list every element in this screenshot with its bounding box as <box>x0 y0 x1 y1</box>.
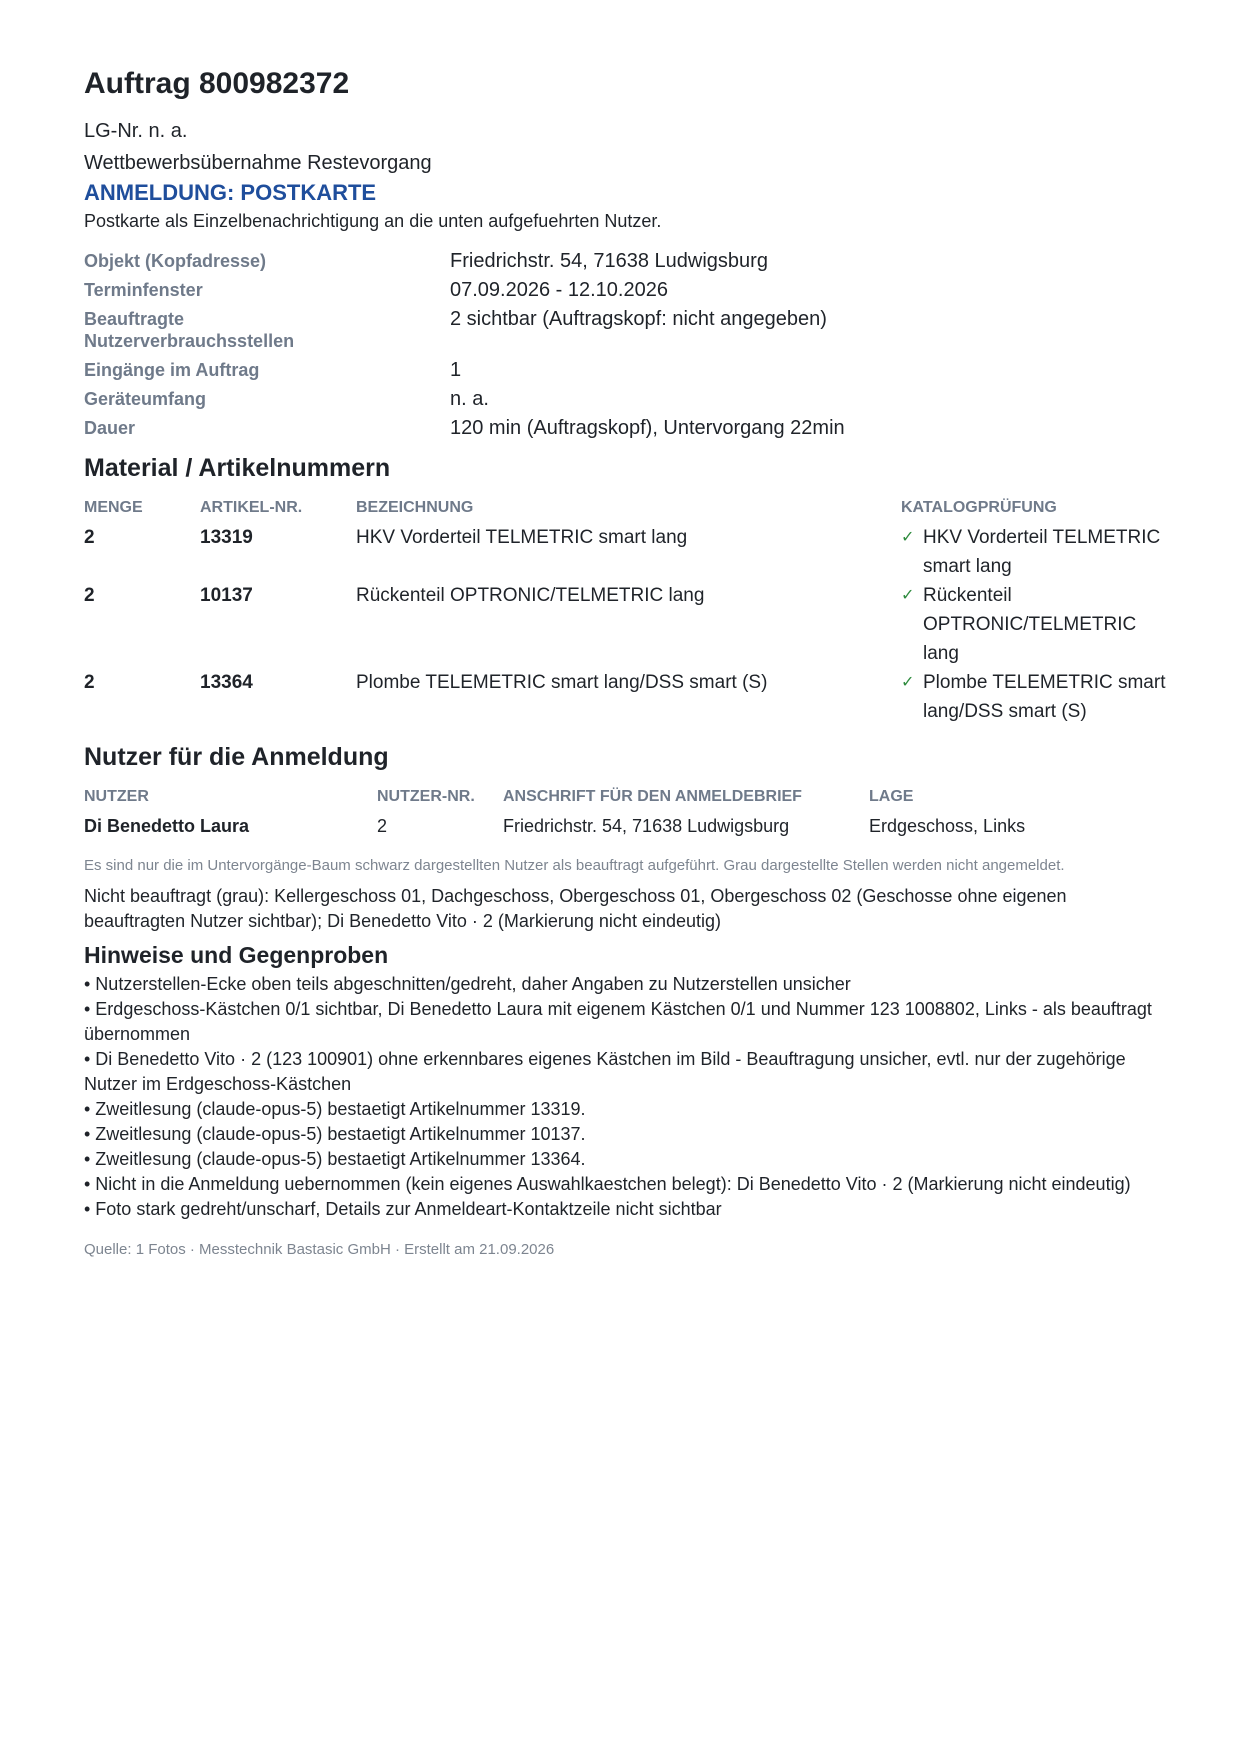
cell-nutzer-nr: 2 <box>377 816 388 836</box>
list-item: • Zweitlesung (claude-opus-5) bestaetigt Artikelnummer 13364. <box>84 1149 586 1169</box>
cell-bezeichnung: Rückenteil OPTRONIC/TELMETRIC lang <box>356 585 705 606</box>
catalog-check-text: Plombe TELEMETRIC smart lang/DSS smart (S) <box>923 672 1166 722</box>
detail-value: 120 min (Auftragskopf), Untervorgang 22min <box>450 417 845 439</box>
column-header-bezeichnung: BEZEICHNUNG <box>356 499 474 516</box>
column-header-nutzer: NUTZER <box>84 788 149 805</box>
not-assigned-note: Nicht beauftragt (grau): Kellergeschoss 01, Dachgeschoss, Obergeschoss 01, Obergeschoss 02 (Geschosse ohne eigenen beauftragten Nutzer sichtbar); Di Benedetto Vito · 2 (Markierung nicht eindeutig) <box>84 886 1067 931</box>
material-section-title: Material / Artikelnummern <box>84 454 391 482</box>
page-title: Auftrag 800982372 <box>84 67 350 100</box>
detail-value: Friedrichstr. 54, 71638 Ludwigsburg <box>450 250 768 272</box>
cell-menge: 2 <box>84 585 95 606</box>
detail-key: Dauer <box>84 418 136 438</box>
cell-artikel: 10137 <box>200 585 253 606</box>
users-table <box>84 782 1174 840</box>
detail-key: Terminfenster <box>84 280 203 300</box>
column-header-artikel: ARTIKEL-NR. <box>200 499 303 516</box>
column-header-katalogpruefung: KATALOGPRÜFUNG <box>901 499 1057 516</box>
check-icon: ✓ <box>901 587 915 604</box>
detail-key: Beauftragte Nutzerverbrauchsstellen <box>84 309 295 351</box>
lg-number: LG-Nr. n. a. <box>84 120 188 142</box>
list-item: • Nutzerstellen-Ecke oben teils abgeschnitten/gedreht, daher Angaben zu Nutzerstellen unsicher <box>84 974 851 994</box>
detail-value: n. a. <box>450 388 489 410</box>
material-table <box>84 493 1174 726</box>
cell-bezeichnung: Plombe TELEMETRIC smart lang/DSS smart (S) <box>356 672 768 693</box>
detail-value: 1 <box>450 359 462 381</box>
column-header-lage: LAGE <box>869 788 914 805</box>
source-footer: Quelle: 1 Fotos · Messtechnik Bastasic GmbH · Erstellt am 21.09.2026 <box>84 1241 555 1258</box>
cell-katalogpruefung <box>901 523 1174 581</box>
column-header-nutzer-nr: NUTZER-NR. <box>377 788 475 805</box>
detail-value: 07.09.2026 - 12.10.2026 <box>450 279 668 301</box>
cell-menge: 2 <box>84 527 95 548</box>
list-item: • Foto stark gedreht/unscharf, Details zur Anmeldeart-Kontaktzeile nicht sichtbar <box>84 1199 722 1219</box>
hints-list <box>84 972 1157 1222</box>
check-icon: ✓ <box>901 674 915 691</box>
cell-artikel: 13319 <box>200 527 253 548</box>
check-icon: ✓ <box>901 529 915 546</box>
list-item: • Di Benedetto Vito · 2 (123 100901) ohne erkennbares eigenes Kästchen im Bild - Beauftragung unsicher, evtl. nur der zugehörige Nutzer im Erdgeschoss-Kästchen <box>84 1049 1126 1094</box>
catalog-check-text: Rückenteil OPTRONIC/TELMETRIC lang <box>923 585 1137 664</box>
list-item: • Nicht in die Anmeldung uebernommen (kein eigenes Auswahlkaestchen belegt): Di Benedetto Vito · 2 (Markierung nicht eindeutig) <box>84 1174 1131 1194</box>
table-row <box>84 581 1174 668</box>
table-row <box>84 812 1174 840</box>
list-item: • Zweitlesung (claude-opus-5) bestaetigt Artikelnummer 13319. <box>84 1099 586 1119</box>
column-header-menge: MENGE <box>84 499 143 516</box>
table-row <box>84 668 1174 726</box>
list-item: • Zweitlesung (claude-opus-5) bestaetigt Artikelnummer 10137. <box>84 1124 586 1144</box>
users-section-title: Nutzer für die Anmeldung <box>84 743 389 771</box>
users-note: Es sind nur die im Untervorgänge-Baum schwarz dargestellten Nutzer als beauftragt aufgeführt. Grau dargestellte Stellen werden nicht angemeldet. <box>84 857 1065 874</box>
table-row <box>84 523 1174 581</box>
cell-menge: 2 <box>84 672 95 693</box>
cell-artikel: 13364 <box>200 672 253 693</box>
cell-bezeichnung: HKV Vorderteil TELMETRIC smart lang <box>356 527 688 548</box>
catalog-check-text: HKV Vorderteil TELMETRIC smart lang <box>923 527 1161 577</box>
column-header-anschrift: ANSCHRIFT FÜR DEN ANMELDEBRIEF <box>503 788 802 805</box>
detail-key: Geräteumfang <box>84 389 207 409</box>
cell-nutzer: Di Benedetto Laura <box>84 816 250 836</box>
cell-anschrift: Friedrichstr. 54, 71638 Ludwigsburg <box>503 816 790 836</box>
order-details <box>84 247 1157 443</box>
cell-katalogpruefung <box>901 668 1174 726</box>
cell-lage: Erdgeschoss, Links <box>869 816 1026 836</box>
detail-value: 2 sichtbar (Auftragskopf: nicht angegeben) <box>450 308 827 330</box>
registration-description: Postkarte als Einzelbenachrichtigung an die unten aufgefuehrten Nutzer. <box>84 211 662 231</box>
registration-type: ANMELDUNG: POSTKARTE <box>84 180 377 205</box>
detail-key: Objekt (Kopfadresse) <box>84 251 267 271</box>
list-item: • Erdgeschoss-Kästchen 0/1 sichtbar, Di Benedetto Laura mit eigenem Kästchen 0/1 und Nummer 123 1008802, Links - als beauftragt übernommen <box>84 999 1152 1044</box>
hints-section-title: Hinweise und Gegenproben <box>84 942 389 968</box>
cell-katalogpruefung <box>901 581 1174 668</box>
detail-key: Eingänge im Auftrag <box>84 360 260 380</box>
order-subtitle: Wettbewerbsübernahme Restevorgang <box>84 152 432 174</box>
